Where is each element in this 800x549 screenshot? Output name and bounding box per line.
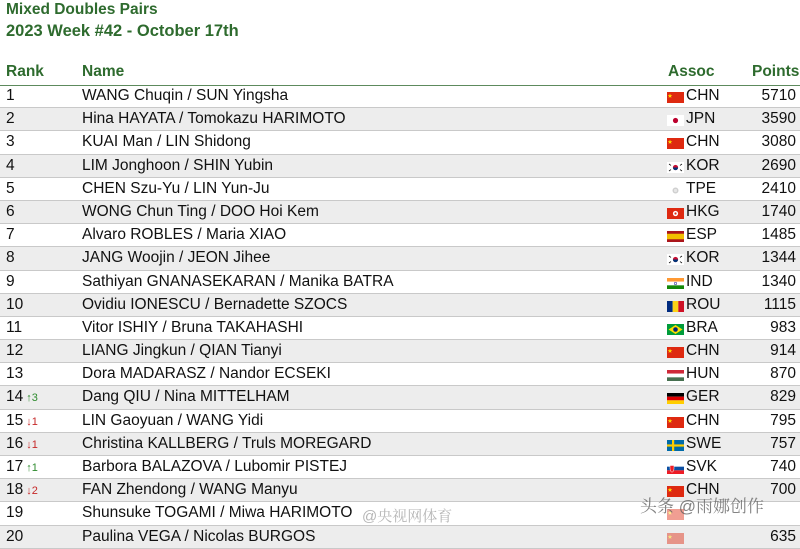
rank-value: 13: [6, 365, 24, 383]
points-value: 2410: [761, 179, 796, 197]
assoc-code: SVK: [686, 458, 718, 475]
rank-value: 4: [6, 156, 15, 174]
rank-value: 18: [6, 481, 24, 499]
assoc-code: ROU: [686, 295, 721, 313]
rank-cell: [6, 180, 15, 198]
rank-down-indicator: ↓2: [26, 485, 38, 498]
rank-down-indicator: ↓1: [26, 415, 38, 428]
korea-flag-icon: [667, 252, 684, 263]
assoc-code: KOR: [686, 249, 720, 267]
points-value: 5710: [761, 87, 796, 104]
assoc-code: SWE: [686, 434, 722, 452]
rank-value: 3: [6, 133, 15, 151]
rank-down-indicator: ↓1: [26, 438, 38, 451]
pair-name: LIANG Jingkun / QIAN Tianyi: [82, 342, 282, 360]
points-value: 740: [770, 458, 796, 475]
column-header-points: Points: [752, 63, 800, 80]
assoc-code: KOR: [686, 156, 720, 174]
pair-name: Ovidiu IONESCU / Bernadette SZOCS: [82, 295, 348, 313]
points-value: 635: [770, 527, 796, 545]
rank-value: 5: [6, 179, 15, 197]
rank-value: 20: [6, 527, 24, 545]
rank-cell: [6, 226, 15, 244]
rank-value: 6: [6, 202, 15, 220]
assoc-code: GER: [686, 388, 720, 406]
table-row: [0, 340, 800, 363]
pair-name: Barbora BALAZOVA / Lubomir PISTEJ: [82, 458, 348, 475]
pair-name: LIN Gaoyuan / WANG Yidi: [82, 411, 264, 429]
china-flag-icon: [667, 507, 684, 518]
points-value: 757: [770, 434, 796, 452]
brazil-flag-icon: [667, 322, 684, 333]
points-value: 1485: [761, 226, 796, 244]
points-value: 870: [770, 365, 796, 383]
assoc-code: BRA: [686, 318, 718, 336]
china-flag-icon: [667, 415, 684, 426]
rank-cell: [6, 87, 15, 105]
table-row: [0, 526, 800, 549]
rank-value: 1: [6, 87, 15, 104]
table-row: [0, 224, 800, 247]
pair-name: LIM Jonghoon / SHIN Yubin: [82, 156, 274, 174]
table-row: [0, 479, 800, 502]
rank-value: 11: [6, 318, 23, 336]
rank-value: 19: [6, 504, 24, 522]
chinese-taipei-flag-icon: [667, 183, 684, 194]
table-row: [0, 363, 800, 386]
slovakia-flag-icon: [667, 461, 684, 472]
pair-name: WANG Chuqin / SUN Yingsha: [82, 87, 289, 104]
rank-value: 2: [6, 110, 15, 128]
points-value: 1740: [761, 202, 796, 220]
china-flag-icon: [667, 345, 684, 356]
assoc-code: IND: [686, 272, 713, 290]
watermark-right: 头条 @雨娜创作: [640, 497, 764, 516]
china-flag-icon: [667, 136, 684, 147]
table-row: [0, 131, 800, 154]
rank-cell: [6, 412, 38, 431]
spain-flag-icon: [667, 229, 684, 240]
assoc-code: JPN: [686, 110, 716, 128]
pair-name: CHEN Szu-Yu / LIN Yun-Ju: [82, 179, 270, 197]
pair-name: Alvaro ROBLES / Maria XIAO: [82, 226, 287, 244]
romania-flag-icon: [667, 299, 684, 310]
hong-kong-flag-icon: [667, 206, 684, 217]
hungary-flag-icon: [667, 368, 684, 379]
pair-name: Dang QIU / Nina MITTELHAM: [82, 388, 290, 406]
rank-value: 12: [6, 342, 24, 360]
rank-cell: [6, 458, 38, 477]
rank-cell: [6, 249, 15, 267]
assoc-code: TPE: [686, 179, 717, 197]
china-flag-icon: [667, 90, 684, 101]
pair-name: Sathiyan GNANASEKARAN / Manika BATRA: [82, 272, 394, 290]
rank-cell: [6, 157, 15, 175]
rank-cell: [6, 203, 15, 221]
rank-value: 15: [6, 411, 24, 429]
table-row: [0, 247, 800, 270]
rank-cell: [6, 504, 23, 522]
rank-cell: [6, 296, 23, 314]
points-value: 3080: [761, 133, 796, 151]
page-header: [6, 0, 239, 42]
assoc-code: CHN: [686, 87, 720, 104]
table-row: [0, 108, 800, 131]
rank-value: 14: [6, 388, 24, 406]
rank-cell: [6, 481, 38, 500]
points-value: 1344: [761, 249, 796, 267]
watermark-left: @央视网体育: [362, 508, 453, 525]
points-value: 3590: [761, 110, 796, 128]
rank-value: 9: [6, 272, 15, 290]
points-value: 829: [770, 388, 796, 406]
column-header-name: Name: [82, 63, 125, 80]
table-row: [0, 271, 800, 294]
pair-name: JANG Woojin / JEON Jihee: [82, 249, 271, 267]
china-flag-icon: [667, 484, 684, 495]
ranking-table-body: [0, 85, 800, 549]
table-row: [0, 317, 800, 340]
points-value: 795: [770, 411, 796, 429]
assoc-code: CHN: [686, 481, 720, 499]
pair-name: Christina KALLBERG / Truls MOREGARD: [82, 434, 372, 452]
assoc-code: CHN: [686, 342, 720, 360]
rank-cell: [6, 133, 15, 151]
rank-cell: [6, 319, 22, 337]
assoc-code: HKG: [686, 202, 720, 220]
rank-value: 7: [6, 226, 15, 244]
rank-cell: [6, 342, 23, 360]
rank-value: 17: [6, 458, 24, 475]
pair-name: Vitor ISHIY / Bruna TAKAHASHI: [82, 318, 304, 336]
china-flag-icon: [667, 531, 684, 542]
rank-cell: [6, 273, 15, 291]
pair-name: Hina HAYATA / Tomokazu HARIMOTO: [82, 110, 346, 128]
table-row: [0, 178, 800, 201]
pair-name: Shunsuke TOGAMI / Miwa HARIMOTO: [82, 504, 353, 522]
pair-name: KUAI Man / LIN Shidong: [82, 133, 251, 151]
assoc-code: ESP: [686, 226, 718, 244]
points-value: 914: [770, 342, 796, 360]
rank-cell: [6, 365, 23, 383]
table-row: [0, 85, 800, 108]
rank-value: 8: [6, 249, 15, 267]
rank-cell: [6, 388, 38, 407]
table-row: [0, 433, 800, 456]
page-title: Mixed Doubles Pairs: [6, 1, 158, 18]
rank-cell: [6, 110, 15, 128]
points-value: 1115: [763, 295, 796, 313]
column-header-rank: Rank: [6, 63, 44, 80]
pair-name: WONG Chun Ting / DOO Hoi Kem: [82, 202, 319, 220]
pair-name: Paulina VEGA / Nicolas BURGOS: [82, 527, 316, 545]
rank-up-indicator: ↑1: [26, 462, 38, 474]
germany-flag-icon: [667, 391, 684, 402]
table-row: [0, 502, 800, 525]
japan-flag-icon: [667, 113, 684, 124]
korea-flag-icon: [667, 160, 684, 171]
rank-up-indicator: ↑3: [26, 392, 38, 405]
page-subtitle: 2023 Week #42 - October 17th: [6, 22, 239, 40]
pair-name: Dora MADARASZ / Nandor ECSEKI: [82, 365, 331, 383]
rank-value: 10: [6, 295, 24, 313]
points-value: 2690: [761, 156, 796, 174]
table-row: [0, 386, 800, 409]
table-row: [0, 201, 800, 224]
points-value: 700: [770, 481, 796, 499]
rank-cell: [6, 435, 38, 454]
india-flag-icon: [667, 276, 684, 287]
rank-value: 16: [6, 434, 24, 452]
sweden-flag-icon: [667, 438, 684, 449]
table-row: [0, 294, 800, 317]
points-value: 983: [770, 318, 796, 336]
column-header-assoc: Assoc: [668, 63, 715, 80]
rank-cell: [6, 528, 23, 546]
points-value: 1340: [761, 272, 796, 290]
assoc-code: HUN: [686, 365, 720, 383]
assoc-code: CHN: [686, 411, 720, 429]
table-row: [0, 155, 800, 178]
table-header: [0, 61, 800, 86]
assoc-code: CHN: [686, 133, 720, 151]
table-row: [0, 456, 800, 479]
pair-name: FAN Zhendong / WANG Manyu: [82, 481, 298, 499]
table-row: [0, 410, 800, 433]
